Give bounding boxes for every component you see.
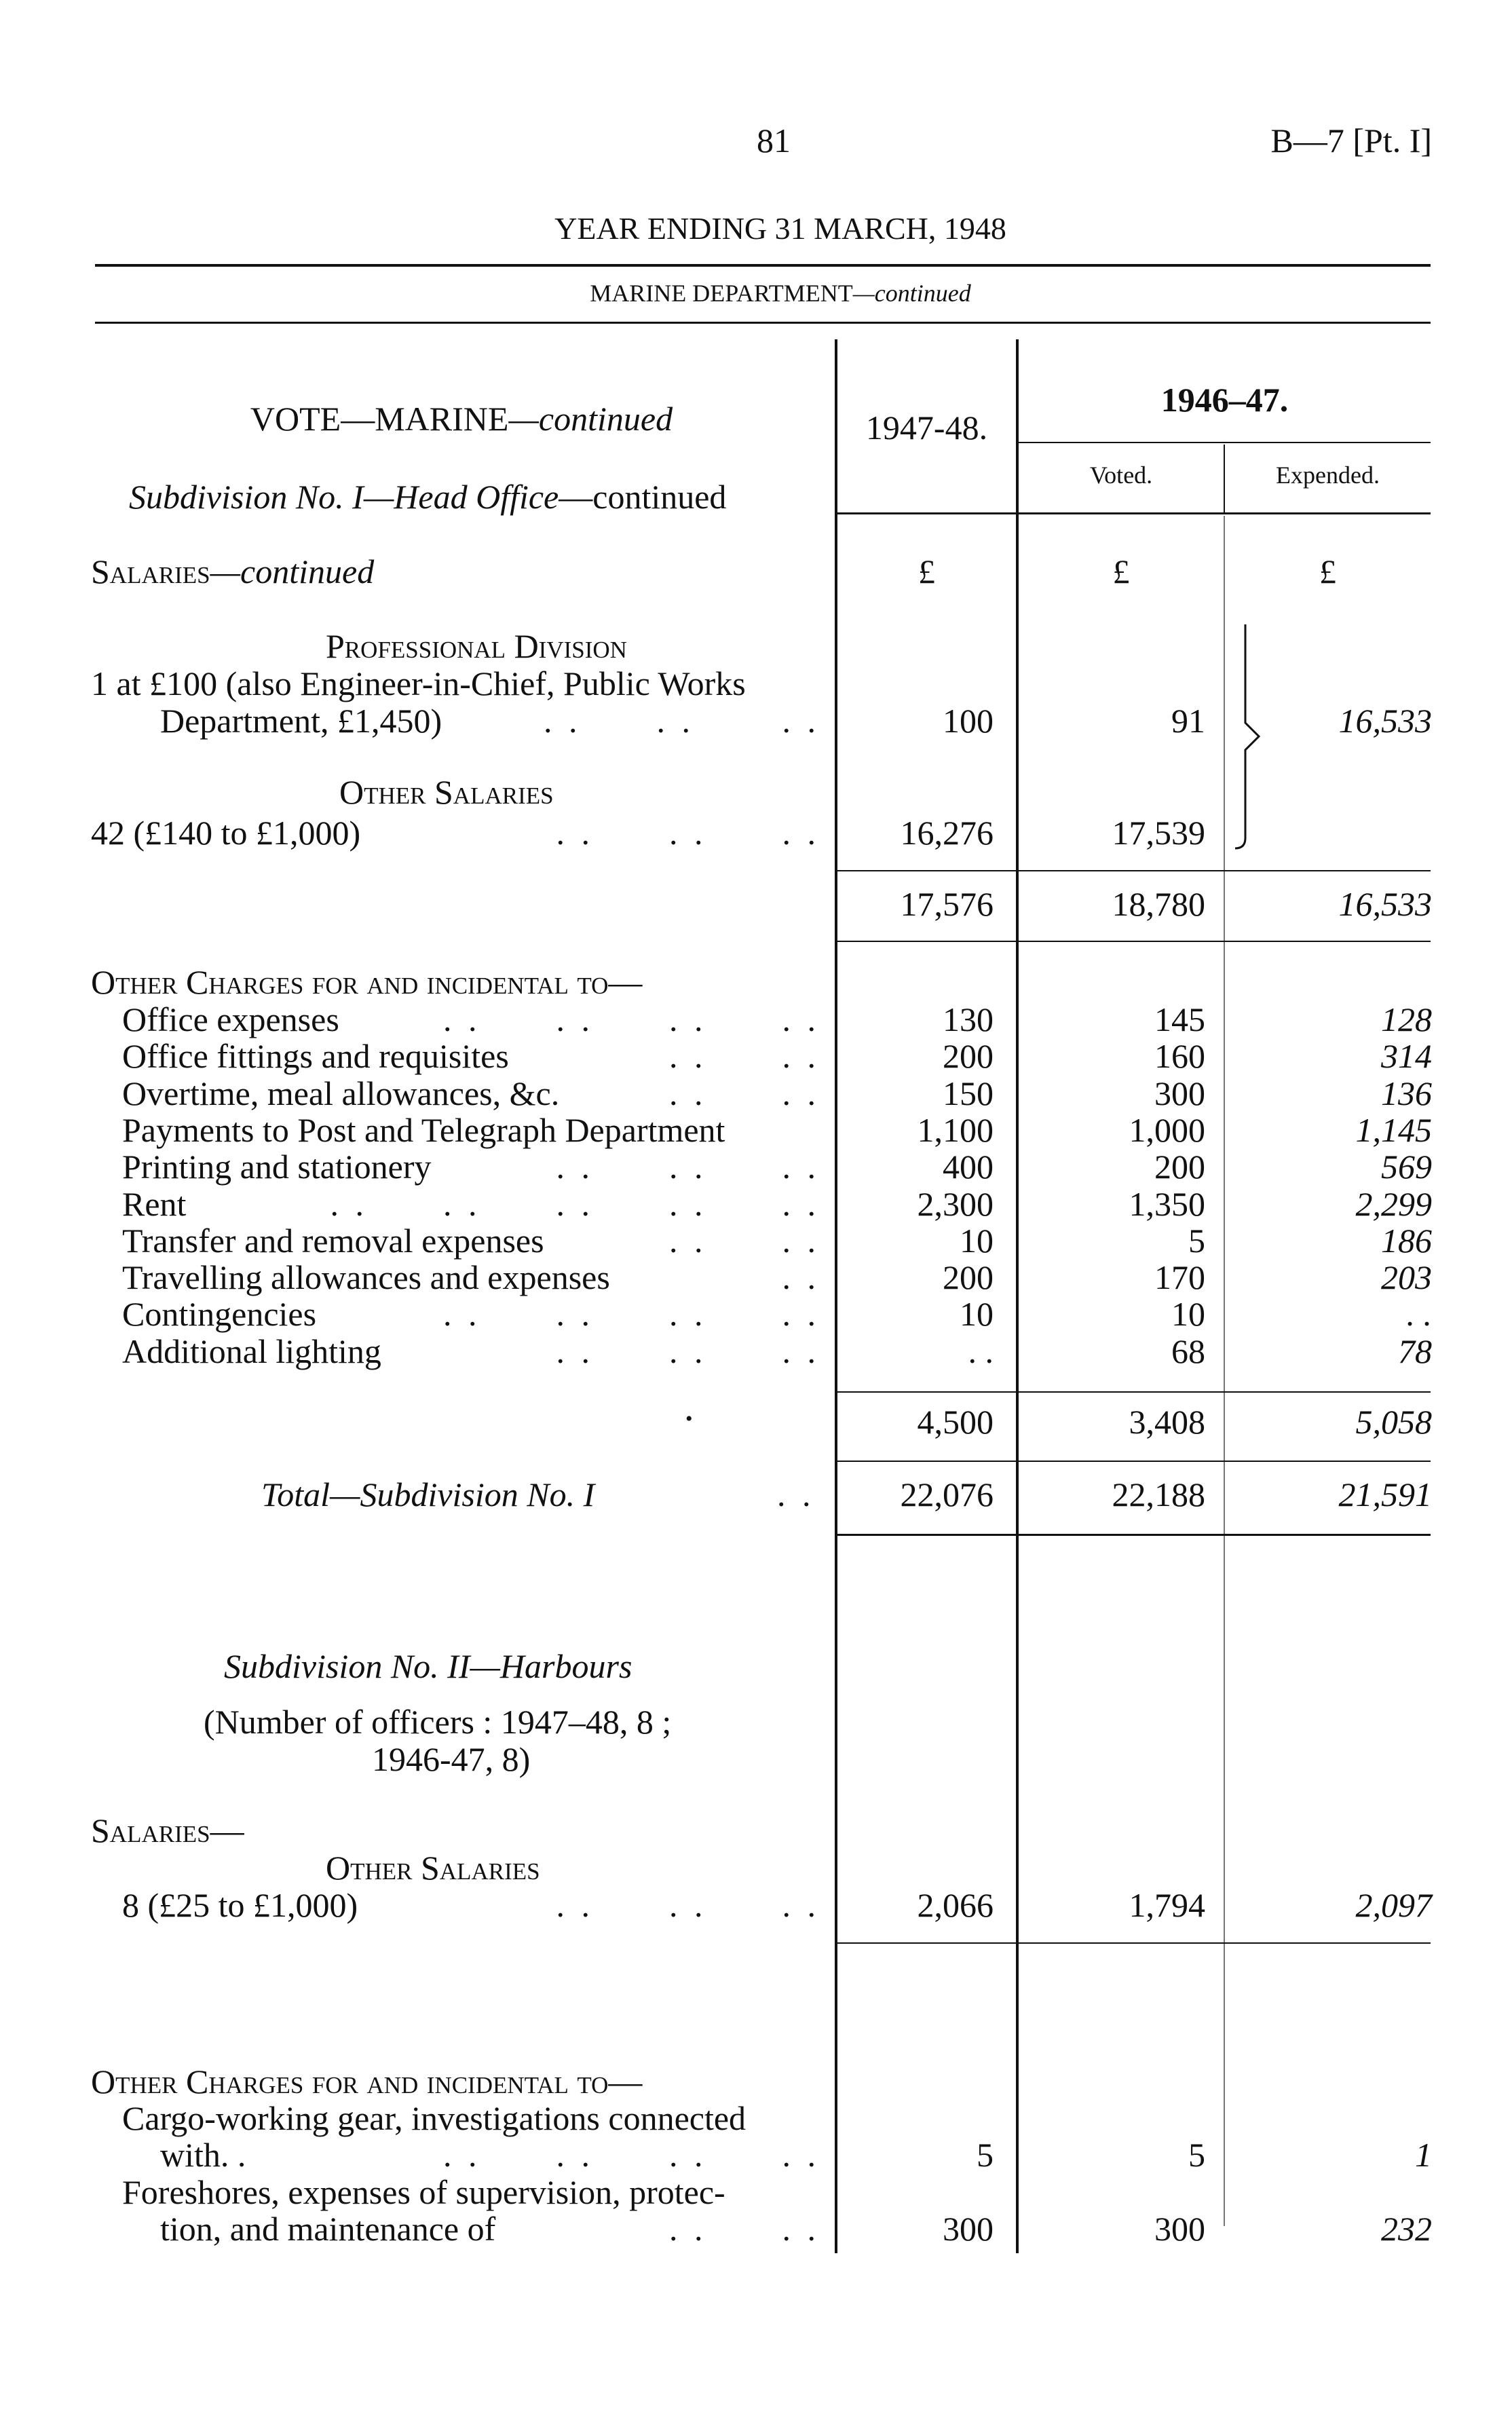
charge-label: Printing and stationery <box>122 1148 432 1186</box>
salaries-subtotal-rule-bottom <box>837 941 1431 942</box>
total-sub1-rule <box>837 1534 1431 1536</box>
bracketed-expended: 16,533 <box>1338 702 1432 740</box>
charge-1947-48: 200 <box>943 1258 994 1296</box>
charge-1947-48: 1,100 <box>917 1111 994 1149</box>
leader-dots: . . . . . . <box>556 1332 820 1370</box>
leader-dots: . . . . . . . . <box>443 1000 820 1038</box>
department-name: MARINE DEPARTMENT <box>590 280 853 307</box>
leader-dots: . . . . . . . . . . <box>330 1185 820 1223</box>
charge-row <box>122 1333 820 1370</box>
charge-label: Travelling allowances and expenses <box>122 1258 610 1296</box>
year-title: YEAR ENDING 31 MARCH, 1948 <box>554 211 1006 246</box>
charge-voted: 1,000 <box>1129 1111 1205 1149</box>
subdivision-continued: —continued <box>559 478 727 516</box>
charge-row <box>122 1186 820 1222</box>
charge-1947-48: 400 <box>943 1148 994 1186</box>
vote-continued: —continued <box>508 400 673 438</box>
charge-expended: 569 <box>1381 1148 1432 1186</box>
column-header-rule <box>837 512 1431 514</box>
sub2-other-salaries-label: 8 (£25 to £1,000) <box>122 1886 358 1924</box>
sub2-salaries-rule <box>837 1942 1431 1944</box>
department-rule <box>95 322 1431 324</box>
charge-1947-48: 130 <box>943 1000 994 1038</box>
salaries-subtotal-1947-48: 17,576 <box>900 885 994 923</box>
voted-header: Voted. <box>1089 462 1153 489</box>
charge-label: Payments to Post and Telegraph Department <box>122 1111 725 1149</box>
charge-expended: . . <box>1406 1295 1432 1333</box>
charge-row <box>122 1075 820 1112</box>
charge-expended: 314 <box>1381 1037 1432 1075</box>
sub2-foreshores-1947-48: 300 <box>943 2210 994 2248</box>
charge-voted: 160 <box>1154 1037 1205 1075</box>
sub2-foreshores-line-1: Foreshores, expenses of supervision, protec- <box>122 2173 725 2211</box>
charge-expended: 2,299 <box>1355 1185 1432 1223</box>
salaries-subtotal-rule-top <box>837 870 1431 871</box>
leader-dots: . . . . . . . . <box>443 2136 820 2174</box>
professional-label: Department, £1,450) <box>160 702 442 740</box>
salaries-subtotal-voted: 18,780 <box>1112 885 1205 923</box>
other-salaries-label: 42 (£140 to £1,000) <box>91 814 361 852</box>
document-reference: B—7 [Pt. I] <box>1270 121 1432 159</box>
column-divider-3b <box>1224 516 1225 2226</box>
sub2-cargo-line-1: Cargo-working gear, investigations connected <box>122 2099 746 2137</box>
charge-expended: 136 <box>1381 1074 1432 1112</box>
charge-voted: 200 <box>1154 1148 1205 1186</box>
leader-dots: . . . . <box>669 1222 820 1260</box>
charge-row <box>122 1222 820 1259</box>
charge-label: Transfer and removal expenses <box>122 1222 544 1260</box>
charge-expended: 1,145 <box>1355 1111 1432 1149</box>
stray-mark: • <box>685 1408 693 1430</box>
currency-1947-48: £ <box>918 552 935 590</box>
sub2-foreshores-voted: 300 <box>1154 2210 1205 2248</box>
leader-dots: . . <box>782 1258 820 1296</box>
sub2-salaries-1947-48: 2,066 <box>917 1886 994 1924</box>
year-1947-48-header: 1947-48. <box>865 409 988 447</box>
department-continued: —continued <box>852 280 971 307</box>
charge-voted: 170 <box>1154 1258 1205 1296</box>
sub2-salaries-voted: 1,794 <box>1129 1886 1205 1924</box>
charge-label: Office expenses <box>122 1000 339 1038</box>
charges-subtotal-rule-top <box>837 1391 1431 1393</box>
charge-1947-48: 150 <box>943 1074 994 1112</box>
currency-expended: £ <box>1319 552 1336 590</box>
leader-dots: . . . . <box>669 1037 820 1075</box>
charge-1947-48: 10 <box>960 1295 994 1333</box>
charge-label: Office fittings and requisites <box>122 1037 509 1075</box>
sub2-cargo-voted: 5 <box>1188 2136 1205 2174</box>
other-salaries-voted: 17,539 <box>1112 814 1205 852</box>
total-sub1-expended: 21,591 <box>1338 1475 1432 1513</box>
leader-dots: . . . . <box>669 2210 820 2248</box>
salaries-subtotal-expended: 16,533 <box>1338 885 1432 923</box>
leader-dots: . . . . . . <box>544 702 820 740</box>
charge-label: Rent <box>122 1185 187 1223</box>
sub2-foreshores-expended: 232 <box>1381 2210 1432 2248</box>
sub2-officers-line-2: 1946-47, 8) <box>372 1740 531 1778</box>
sub2-cargo-label: with. . <box>160 2136 246 2174</box>
charge-1947-48: 200 <box>943 1037 994 1075</box>
professional-line-1: 1 at £100 (also Engineer-in-Chief, Public Works <box>91 664 746 702</box>
charge-voted: 10 <box>1171 1295 1205 1333</box>
other-salaries-1947-48: 16,276 <box>900 814 994 852</box>
charge-1947-48: 10 <box>960 1222 994 1260</box>
currency-voted: £ <box>1112 552 1130 590</box>
charges-subtotal-1947-48: 4,500 <box>917 1403 994 1441</box>
vote-heading <box>95 400 828 437</box>
charge-voted: 1,350 <box>1129 1185 1205 1223</box>
other-salaries-line <box>91 814 820 851</box>
leader-dots: . . . . . . <box>556 1148 820 1186</box>
total-sub1-1947-48: 22,076 <box>900 1475 994 1513</box>
charge-expended: 203 <box>1381 1258 1432 1296</box>
charge-row <box>122 1112 820 1148</box>
charge-row <box>122 1296 820 1332</box>
year-1946-47-header: 1946–47. <box>1160 381 1289 419</box>
sub2-foreshores-label: tion, and maintenance of <box>160 2210 496 2248</box>
sub2-foreshores-line-2 <box>160 2210 820 2247</box>
leader-dots: . . . . . . <box>556 814 820 852</box>
professional-1947-48: 100 <box>943 702 994 740</box>
total-sub1-dots: . . <box>777 1475 815 1513</box>
total-sub1-label: Total—Subdivision No. I <box>261 1475 595 1513</box>
salaries-label: Salaries <box>91 552 210 590</box>
professional-voted: 91 <box>1171 702 1205 740</box>
charge-voted: 68 <box>1171 1332 1205 1370</box>
charge-expended: 78 <box>1398 1332 1432 1370</box>
sub2-officers-line-1: (Number of officers : 1947–48, 8 ; <box>204 1703 672 1741</box>
sub2-title: Subdivision No. II—Harbours <box>224 1647 632 1685</box>
salaries-heading <box>91 553 374 590</box>
total-sub1-voted: 22,188 <box>1112 1475 1205 1513</box>
year-header-rule <box>1019 442 1431 443</box>
charge-label: Contingencies <box>122 1295 317 1333</box>
charge-voted: 300 <box>1154 1074 1205 1112</box>
charge-row <box>122 1259 820 1296</box>
charge-1947-48: . . <box>968 1332 994 1370</box>
sub2-cargo-1947-48: 5 <box>977 2136 994 2174</box>
charge-row <box>122 1038 820 1074</box>
leader-dots: . . . . . . . . <box>443 1295 820 1333</box>
sub2-cargo-expended: 1 <box>1415 2136 1432 2174</box>
sub2-other-salaries-heading: Other Salaries <box>326 1849 540 1887</box>
sub2-other-salaries-line <box>122 1887 820 1923</box>
header-rule <box>95 264 1431 267</box>
charge-row <box>122 1148 820 1185</box>
other-charges-heading: Other Charges for and incidental to— <box>91 963 643 1001</box>
other-salaries-heading: Other Salaries <box>339 773 554 811</box>
subdivision-title: Subdivision No. I—Head Office <box>129 478 559 516</box>
vote-title: VOTE—MARINE <box>250 400 509 438</box>
leader-dots: . . . . <box>669 1074 820 1112</box>
charge-expended: 128 <box>1381 1000 1432 1038</box>
professional-division-heading: Professional Division <box>326 627 627 665</box>
subdivision-heading <box>129 478 726 515</box>
charges-subtotal-voted: 3,408 <box>1129 1403 1205 1441</box>
professional-line-2 <box>160 702 820 739</box>
department-title <box>407 280 1154 307</box>
charges-subtotal-expended: 5,058 <box>1355 1403 1432 1441</box>
charge-label: Additional lighting <box>122 1332 381 1370</box>
charge-1947-48: 2,300 <box>917 1185 994 1223</box>
expended-header: Expended. <box>1276 462 1380 489</box>
charge-voted: 145 <box>1154 1000 1205 1038</box>
charge-voted: 5 <box>1188 1222 1205 1260</box>
charge-expended: 186 <box>1381 1222 1432 1260</box>
page-number: 81 <box>757 121 791 159</box>
sub2-salaries-expended: 2,097 <box>1355 1886 1432 1924</box>
charge-label: Overtime, meal allowances, &c. <box>122 1074 560 1112</box>
sub2-charges-heading: Other Charges for and incidental to— <box>91 2063 643 2101</box>
salaries-continued: —continued <box>210 552 375 590</box>
charges-subtotal-rule-bottom <box>837 1461 1431 1462</box>
charge-row <box>122 1001 820 1038</box>
leader-dots: . . . . . . <box>556 1886 820 1924</box>
sub2-salaries-heading: Salaries— <box>91 1811 244 1849</box>
sub2-cargo-line-2 <box>160 2136 820 2173</box>
